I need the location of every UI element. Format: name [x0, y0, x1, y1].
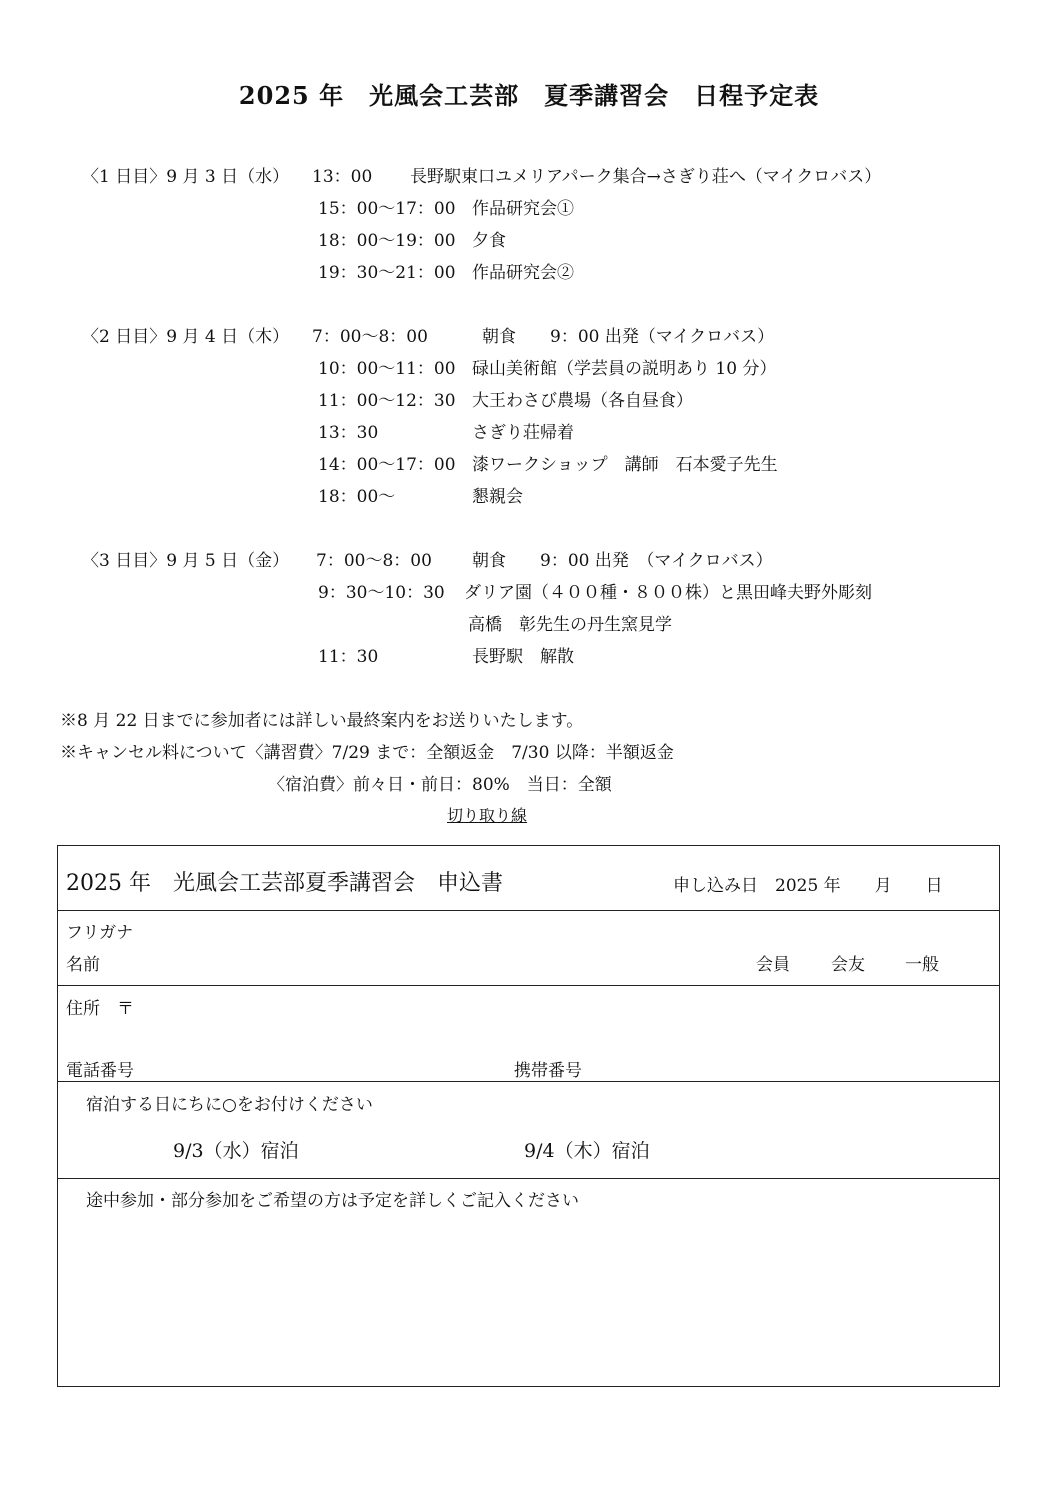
day3-desc-1: 朝食 9：00 出発 （マイクロバス） — [472, 551, 773, 571]
day2-time-5: 14：00〜17：00 — [318, 455, 456, 475]
stay-option-sep4[interactable]: 9/4（木）宿泊 — [524, 1140, 650, 1162]
mobile-label: 携帯番号 — [514, 1061, 582, 1081]
day1-label: 〈1 日目〉9 月 3 日（水） — [82, 167, 290, 187]
day1-desc-3: 夕食 — [472, 231, 506, 251]
day2-desc-4: さぎり荘帰着 — [472, 423, 574, 443]
partial-participation-prompt: 途中参加・部分参加をご希望の方は予定を詳しくご記入ください — [86, 1191, 579, 1211]
stay-prompt: 宿泊する日にちに○をお付けください — [86, 1095, 373, 1115]
day2-desc-6: 懇親会 — [472, 487, 523, 507]
day3-desc-4: 長野駅 解散 — [472, 647, 574, 667]
note-cancel-fee: ※キャンセル料について〈講習費〉7/29 まで：全額返金 7/30 以降：半額返金 — [60, 743, 674, 763]
day2-desc-5: 漆ワークショップ 講師 石本愛子先生 — [472, 455, 778, 475]
application-date[interactable]: 申し込み日 2025 年 月 日 — [673, 876, 943, 896]
day2-label: 〈2 日目〉9 月 4 日（木） — [82, 327, 290, 347]
day3-desc-2: ダリア園（４００種・８００株）と黒田峰夫野外彫刻 — [464, 583, 872, 603]
name-label: 名前 — [66, 955, 100, 975]
application-form — [57, 845, 1000, 1387]
cut-line-label: 切り取り線 — [447, 806, 528, 825]
note-lodging-fee: 〈宿泊費〉前々日・前日：80% 当日：全額 — [268, 775, 612, 795]
form-divider — [58, 1081, 999, 1082]
day2-time-6: 18：00〜 — [318, 487, 396, 507]
day3-time-4: 11：30 — [318, 647, 379, 667]
day3-desc-3: 高橋 彰先生の丹生窯見学 — [468, 615, 672, 635]
form-title: 2025 年 光風会工芸部夏季講習会 申込書 — [66, 871, 503, 896]
day3-time-2: 9：30〜10：30 — [318, 583, 445, 603]
day2-time-2: 10：00〜11：00 — [318, 359, 456, 379]
furigana-label: フリガナ — [66, 923, 134, 943]
day1-desc-1: 長野駅東口ユメリアパーク集合→さぎり荘へ（マイクロバス） — [410, 167, 882, 187]
day1-time-2: 15：00〜17：00 — [318, 199, 456, 219]
form-divider — [58, 985, 999, 986]
day2-desc-3: 大王わさび農場（各自昼食） — [472, 391, 693, 411]
day1-desc-4: 作品研究会② — [472, 263, 574, 283]
phone-label: 電話番号 — [66, 1061, 134, 1081]
address-label: 住所 〒 — [66, 999, 134, 1019]
day2-desc-2: 碌山美術館（学芸員の説明あり 10 分） — [472, 359, 777, 379]
stay-option-sep3[interactable]: 9/3（水）宿泊 — [173, 1140, 299, 1162]
form-divider — [58, 1178, 999, 1179]
day1-desc-2: 作品研究会① — [472, 199, 574, 219]
day1-time-1: 13：00 — [312, 167, 373, 187]
day1-time-3: 18：00〜19：00 — [318, 231, 456, 251]
day1-time-4: 19：30〜21：00 — [318, 263, 456, 283]
day2-desc-1: 朝食 9：00 出発（マイクロバス） — [482, 327, 775, 347]
day2-time-3: 11：00〜12：30 — [318, 391, 456, 411]
day2-time-4: 13：30 — [318, 423, 379, 443]
member-type-associate[interactable]: 会友 — [831, 955, 865, 975]
page-title: 2025 年 光風会工芸部 夏季講習会 日程予定表 — [238, 81, 820, 110]
member-type-member[interactable]: 会員 — [756, 955, 790, 975]
day3-time-1: 7：00〜8：00 — [316, 551, 432, 571]
member-type-general[interactable]: 一般 — [905, 955, 939, 975]
form-divider — [58, 910, 999, 911]
day2-time-1: 7：00〜8：00 — [312, 327, 428, 347]
day3-label: 〈3 日目〉9 月 5 日（金） — [82, 551, 290, 571]
note-final-info: ※8 月 22 日までに参加者には詳しい最終案内をお送りいたします。 — [60, 711, 584, 731]
